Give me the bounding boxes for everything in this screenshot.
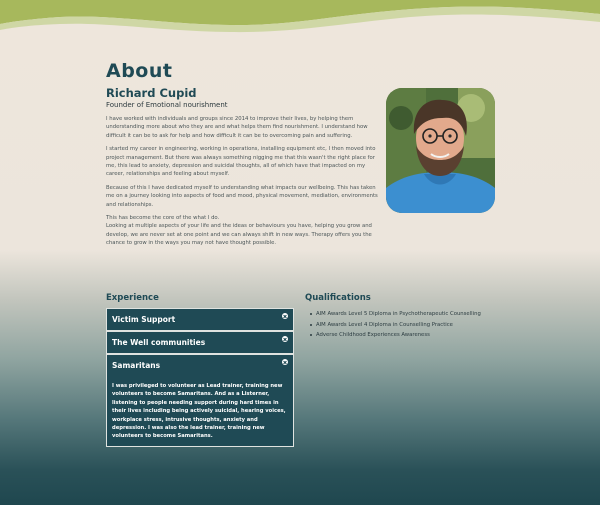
- accordion-title[interactable]: The Well communities: [112, 338, 206, 347]
- list-item: AIM Awards Level 4 Diploma in Counselling Practice: [310, 320, 481, 331]
- person-name: Richard Cupid: [106, 86, 197, 100]
- bio-paragraph: I have worked with individuals and groups since 2014 to improve their lives, by helping them understanding more about who they are and what helps them find nourishment. I understand how difficult it can be to ask for help and how difficult it can be to overcoming pain and suffering.: [106, 116, 368, 139]
- accordion-the-well-communities[interactable]: [106, 331, 294, 354]
- qualifications-list: [310, 309, 481, 341]
- bio-paragraph: I started my career in engineering, working in operations, installing equipment etc, I then moved into project management. But there was always something nigging me that this wasn't the right place for me, this lead to anxiety, depression and suicidal thoughts, all of which have that impacted on my career, relationships and feeling about myself.: [106, 146, 376, 178]
- bio-paragraph: Looking at multiple aspects of your life and the ideas or behaviours you have, helping you grow and develop, we are never set at one point and we can always shift in new ways. Therapy offers you the chance to grow in the ways you may not have thought possible.: [106, 223, 372, 247]
- header-wave: [0, 0, 600, 40]
- list-item: Adverse Childhood Experiences Awareness: [310, 330, 481, 341]
- accordion-body: I was privileged to volunteer as Lead trainer, training new volunteers to become Samaritans. And as a Listerner, listening to people needing support during hard times in their lives including being actively suicidal, hearing voices, workplace stress, intrusive thoughts, anxiety and depression. I was also the lead trainer, training new volunteers to become Samaritans.: [112, 383, 286, 440]
- qualifications-heading: Qualifications: [305, 293, 371, 303]
- bio-text: [106, 115, 382, 253]
- portrait-photo: [386, 88, 495, 213]
- accordion-title[interactable]: Victim Support: [112, 315, 176, 324]
- close-circle-icon[interactable]: [282, 313, 288, 319]
- list-item: AIM Awards Level 5 Diploma in Psychotherapeutic Counselling: [310, 309, 481, 320]
- accordion-title[interactable]: Samaritans: [112, 361, 161, 370]
- page-title: About: [106, 60, 173, 82]
- accordion-samaritans[interactable]: [106, 354, 294, 447]
- close-circle-icon[interactable]: [282, 336, 288, 342]
- person-role: Founder of Emotional nourishment: [106, 101, 228, 109]
- experience-heading: Experience: [106, 293, 159, 303]
- close-circle-icon[interactable]: [282, 359, 288, 365]
- bio-paragraph: This has become the core of the what I do.: [106, 215, 220, 222]
- bio-paragraph: Because of this I have dedicated myself to understanding what impacts our wellbeing. This has taken me on a journey looking into aspects of food and mood, physical movement, mediation, environments and relationships.: [106, 184, 378, 208]
- accordion-victim-support[interactable]: [106, 308, 294, 331]
